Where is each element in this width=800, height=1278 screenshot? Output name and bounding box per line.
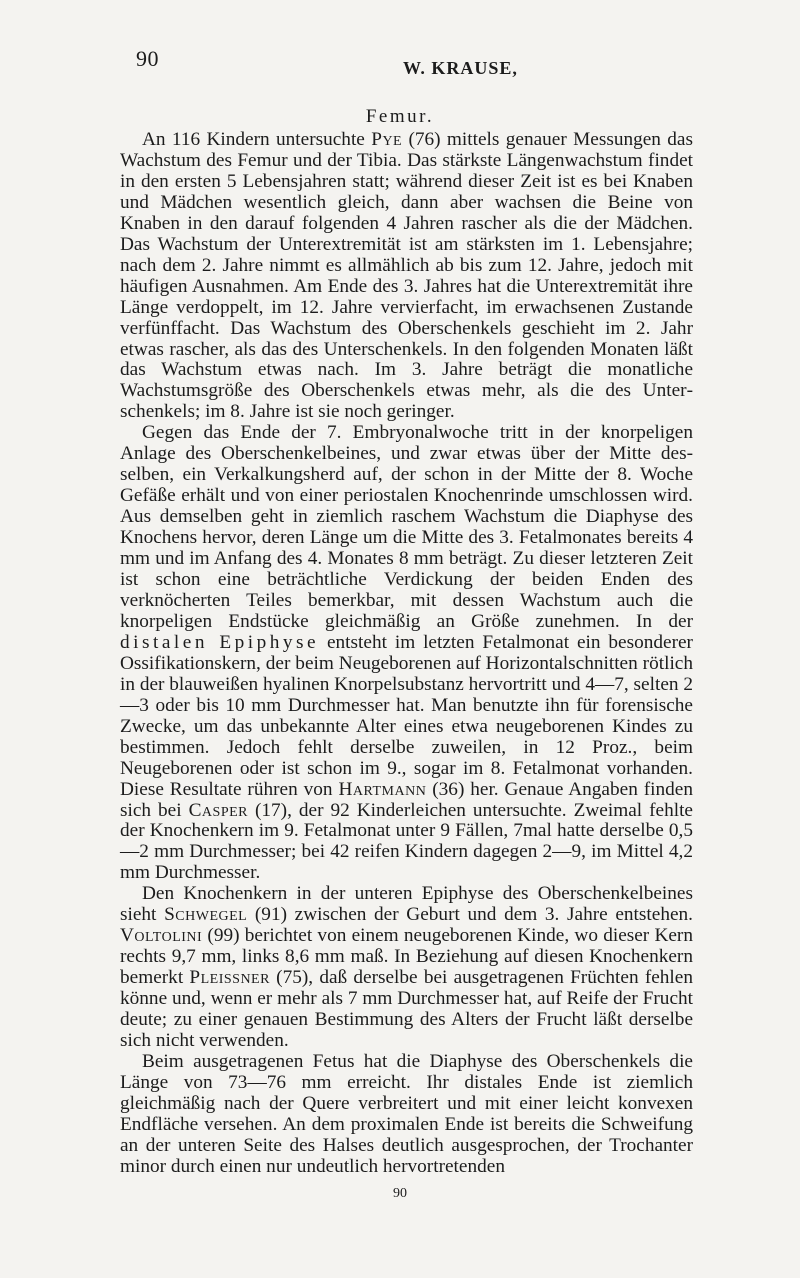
text-run: (36) her. Genaue Angaben finden sich bei <box>120 778 693 821</box>
emphasized-term: distalen Epiphyse <box>120 631 320 653</box>
author-name: Pye <box>371 129 403 150</box>
text-run: Beim ausgetragenen Fetus hat die Diaphyse des Oberschenkels die Länge von 73—76 mm erreicht. Ihr distales Ende ist ziemlich gleichmäßig nach der Quere verbreitert und mit einer leicht konvexen Endfläche versehen. An dem proximalen Ende ist bereits die Schweifung an der unteren Seite des Halses deutlich ausgesprochen, der Trochanter minor durch einen nur undeutlich hervortretenden <box>120 1050 693 1177</box>
text-run: (99) berichtet von einem neugeborenen Kinde, wo dieser Kern rechts 9,7 mm, links 8,6 mm maß. In Beziehung auf diesen Knochenkern bemerkt <box>120 925 693 989</box>
text-run: Den Knochenkern in der unteren Epiphyse des Oberschenkelbeines sieht <box>120 883 693 926</box>
paragraph <box>120 423 693 884</box>
text-run: (17), der 92 Kinderleichen untersuchte. Zweimal fehlte der Knochenkern im 9. Fetalmonat unter 9 Fällen, 7mal hatte derselbe 0,5—2 mm Durchmesser; bei 42 reifen Kindern dagegen 2—9, im Mittel 4,2 mm Durchmesser. <box>120 799 693 884</box>
text-run: Gegen das Ende der 7. Embryonalwoche tritt in der knorpeligen Anlage des Oberschenkelbeines, und zwar etwas über der Mitte desselben, ein Verkalkungsherd auf, der schon in der Mitte der 8. Woche Gefäße erhält und von einer periostalen Knochenrinde umschlossen wird. Aus demselben geht in ziemlich raschem Wachstum die Diaphyse des Knochens hervor, deren Länge um die Mitte des 3. Fetalmonates bereits 4 mm und im Anfang des 4. Monates 8 mm beträgt. Zu dieser letzteren Zeit ist schon eine beträchtliche Verdickung der beiden Enden des verknöcherten Teiles bemerkbar, mit dessen Wachstum auch die knorpeligen Endstücke gleichmäßig an Größe zunehmen. In der <box>120 422 693 632</box>
page-number: 90 <box>136 46 159 71</box>
section-title: Femur. <box>365 106 435 127</box>
author-name: Voltolini <box>120 925 203 947</box>
paragraph <box>120 1052 693 1178</box>
running-header <box>0 46 800 82</box>
author-name: Schwegel <box>164 904 248 926</box>
text-run: An 116 Kindern untersuchte <box>142 129 372 150</box>
footer-page-number: 90 <box>393 1186 407 1201</box>
author-name: Hartmann <box>338 778 427 800</box>
text-run: (91) zwischen der Geburt und dem 3. Jahre entstehen. <box>247 904 693 926</box>
running-title: W. KRAUSE, <box>403 58 518 78</box>
text-run: entsteht im letzten Fetalmonat ein besonderer Ossifikationskern, der beim Neugeborenen auf Horizontalschnitten rötlich in der blauweißen hyalinen Knorpelsubstanz hervortritt und 4—7, selten 2—3 oder bis 10 mm Durchmesser hat. Man benutzte ihn für forensische Zwecke, um das unbekannte Alter eines etwa neugeborenen Kindes zu bestimmen. Jedoch fehlt derselbe zuweilen, in 12 Proz., beim Neugeborenen oder ist schon im 9., sogar im 8. Fetalmonat vorhanden. Diese Resultate rühren von <box>120 631 693 800</box>
text-run: (76) mittels genauer Messungen das Wachstum des Femur und der Tibia. Das stärkste Längenwachstum findet in den ersten 5 Lebensjahren statt; während dieser Zeit ist es bei Knaben und Mädchen wesentlich gleich, dann aber wachsen die Beine von Knaben in den darauf folgenden 4 Jahren rascher als die der Mädchen. Das Wachstum der Unterextremität ist am stärksten im 1. Lebensjahre; nach dem 2. Jahre nimmt es allmählich ab bis zum 12. Jahre, jedoch mit häufigen Ausnahmen. Am Ende des 3. Jahres hat die Unterextremität ihre Länge verdoppelt, im 12. Jahre vervierfacht, im erwachsenen Zustande verfünffacht. Das Wachstum des Oberschenkels geschieht im 2. Jahr etwas rascher, als das des Unterschenkels. In den folgenden Monaten läßt das Wachstum etwas nach. Im 3. Jahre beträgt die monatliche Wachstumsgröße des Oberschenkels etwas mehr, als die des Unterschenkels; im 8. Jahre ist sie noch geringer. <box>120 129 693 423</box>
text-run: (75), daß derselbe bei ausgetragenen Früchten fehlen könne und, wenn er mehr als 7 mm Durchmesser hat, auf Reife der Frucht deute; zu einer genauen Bestimmung des Alters der Frucht läßt derselbe sich nicht verwenden. <box>120 967 693 1051</box>
body-text <box>120 130 693 1178</box>
author-name: Casper <box>188 799 248 821</box>
paragraph <box>120 130 693 423</box>
author-name: Pleissner <box>189 967 270 989</box>
paragraph <box>120 884 693 1052</box>
